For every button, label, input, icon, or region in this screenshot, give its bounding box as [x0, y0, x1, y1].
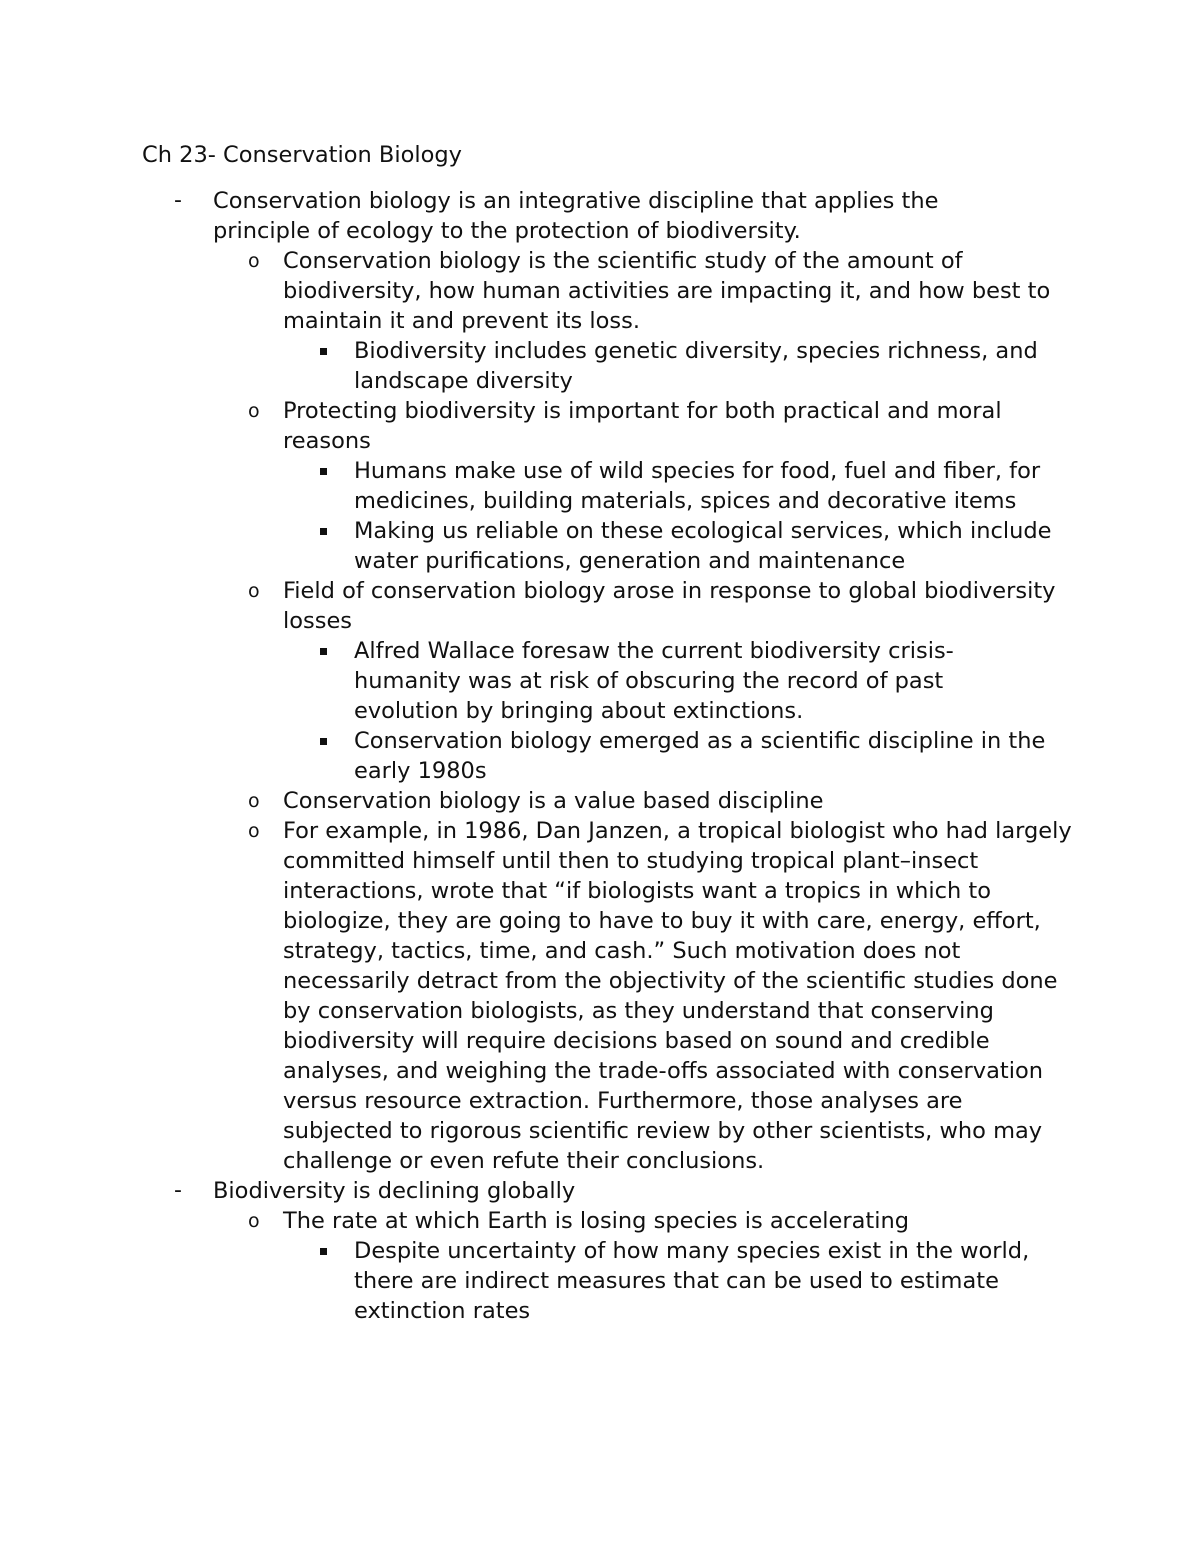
list-item: [354, 336, 1054, 396]
list-item: [248, 816, 1073, 1176]
list-item: [354, 726, 1054, 786]
list-item: [354, 636, 1054, 726]
square-bullet-icon: [320, 1248, 327, 1255]
list-item-text: Biodiversity includes genetic diversity, species richness, and landscape diversity: [354, 338, 1038, 394]
circle-bullet: o: [248, 400, 260, 422]
list-item: [248, 396, 1073, 456]
list-item-text: Conservation biology is a value based discipline: [283, 788, 824, 814]
outline-list: [0, 186, 1200, 1326]
square-bullet-icon: [320, 738, 327, 745]
list-item-text: Despite uncertainty of how many species exist in the world, there are indirect measures that can be used to estimate extinction rates: [354, 1238, 1030, 1324]
list-item-text: Conservation biology is the scientific study of the amount of biodiversity, how human activities are impacting it, and how best to maintain it and prevent its loss.: [283, 248, 1051, 334]
list-item-text: Conservation biology emerged as a scientific discipline in the early 1980s: [354, 728, 1046, 784]
list-item: [248, 1206, 1073, 1236]
list-item-text: Field of conservation biology arose in response to global biodiversity losses: [283, 578, 1056, 634]
circle-bullet: o: [248, 1210, 260, 1232]
list-item: [354, 516, 1054, 576]
list-item-text: For example, in 1986, Dan Janzen, a tropical biologist who had largely committed himself until then to studying tropical plant–insect interactions, wrote that “if biologists want a tropics in which to biologize, they are going to have to buy it with care, energy, effort, strategy, tactics, time, and cash.” Such motivation does not necessarily detract from the objectivity of the scientific studies done by conservation biologists, as they understand that conserving biodiversity will require decisions based on sound and credible analyses, and weighing the trade-offs associated with conservation versus resource extraction. Furthermore, those analyses are subjected to rigorous scientific review by other scientists, who may challenge or even refute their conclusions.: [283, 818, 1072, 1174]
square-bullet-icon: [320, 348, 327, 355]
square-bullet-icon: [320, 468, 327, 475]
circle-bullet: o: [248, 580, 260, 602]
list-item-text: Protecting biodiversity is important for both practical and moral reasons: [283, 398, 1002, 454]
list-item-text: Conservation biology is an integrative discipline that applies the principle of ecology to the protection of biodiversity.: [213, 188, 939, 244]
circle-bullet: o: [248, 250, 260, 272]
list-item-text: The rate at which Earth is losing species is accelerating: [283, 1208, 910, 1234]
square-bullet-icon: [320, 648, 327, 655]
circle-bullet: o: [248, 820, 260, 842]
square-bullet-icon: [320, 528, 327, 535]
list-item: [174, 1176, 1013, 1206]
circle-bullet: o: [248, 790, 260, 812]
list-item: [174, 186, 1013, 246]
list-item-text: Humans make use of wild species for food, fuel and fiber, for medicines, building materials, spices and decorative items: [354, 458, 1041, 514]
list-item-text: Biodiversity is declining globally: [213, 1178, 576, 1204]
list-item-text: Making us reliable on these ecological services, which include water purifications, generation and maintenance: [354, 518, 1052, 574]
list-item: [248, 786, 1073, 816]
list-item: [248, 576, 1073, 636]
document-title: Ch 23- Conservation Biology: [142, 142, 462, 168]
list-item: [354, 456, 1054, 516]
list-item-text: Alfred Wallace foresaw the current biodiversity crisis- humanity was at risk of obscuring the record of past evolution by bringing about extinctions.: [354, 638, 954, 724]
dash-bullet: -: [174, 188, 182, 213]
list-item: [354, 1236, 1054, 1326]
dash-bullet: -: [174, 1178, 182, 1203]
list-item: [248, 246, 1073, 336]
